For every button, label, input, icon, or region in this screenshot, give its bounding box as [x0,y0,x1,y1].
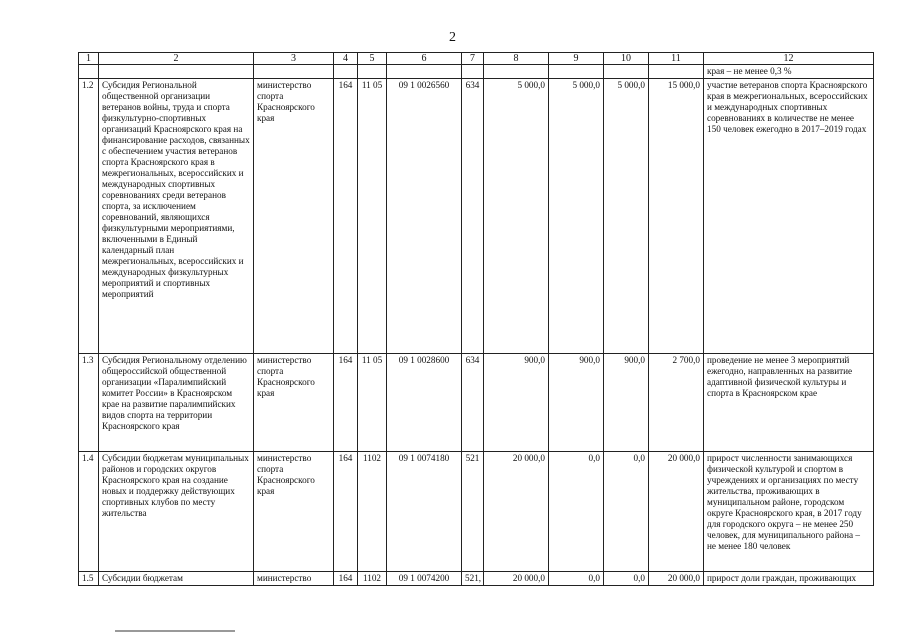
amount-total: 15 000,0 [649,79,704,354]
col-header: 4 [334,53,358,65]
measure-name: Субсидии бюджетам муниципальных районов и городских округов Красноярского края на создание новых и поддержку действующих спортивных клубов по месту жительства [99,452,254,572]
expected-result: прирост доли граждан, проживающих [704,572,874,586]
expense-type: 634 [462,79,484,354]
col-header: 7 [462,53,484,65]
amount-year-1: 20 000,0 [484,572,549,586]
col-header: 1 [79,53,99,65]
table-row [79,79,874,354]
col-header: 8 [484,53,549,65]
target-article: 09 1 0074180 [387,452,462,572]
expense-type: 521 [462,452,484,572]
section-code: 11 05 [358,79,387,354]
amount-year-1: 5 000,0 [484,79,549,354]
amount-total: 20 000,0 [649,572,704,586]
grbs-name: министерство спорта Красноярского края [254,452,334,572]
amount-year-3: 0,0 [604,452,649,572]
row-number: 1.5 [79,572,99,586]
row-number: 1.2 [79,79,99,354]
col-header: 6 [387,53,462,65]
section-code: 1102 [358,452,387,572]
grbs-code: 164 [334,572,358,586]
column-number-row [79,53,874,65]
amount-year-1: 900,0 [484,354,549,452]
amount-year-1: 20 000,0 [484,452,549,572]
expected-result: проведение не менее 3 мероприятий ежегодно, направленных на развитие адаптивной физической культуры и спорта в Красноярском крае [704,354,874,452]
amount-total: 2 700,0 [649,354,704,452]
col-header: 9 [549,53,604,65]
row-number: 1.4 [79,452,99,572]
amount-year-2: 900,0 [549,354,604,452]
amount-year-3: 0,0 [604,572,649,586]
grbs-code: 164 [334,79,358,354]
target-article: 09 1 0028600 [387,354,462,452]
col-header: 2 [99,53,254,65]
amount-year-3: 900,0 [604,354,649,452]
target-article: 09 1 0074200 [387,572,462,586]
expense-type: 521, [462,572,484,586]
section-code: 1102 [358,572,387,586]
col-header: 3 [254,53,334,65]
amount-total: 20 000,0 [649,452,704,572]
expected-result: прирост численности занимающихся физической культурой и спортом в учреждениях и организациях по месту жительства, проживающих в муниципальном районе, городском округе Красноярского края, в 2017 году для городского округа – не менее 250 человек, для муниципального района – не менее 180 человек [704,452,874,572]
amount-year-2: 0,0 [549,452,604,572]
continuation-text: края – не менее 0,3 % [704,65,874,79]
col-header: 12 [704,53,874,65]
grbs-name: министерство [254,572,334,586]
measure-name: Субсидия Региональной общественной организации ветеранов войны, труда и спорта физкультурно-спортивных организаций Красноярского края на финансирование расходов, связанных с обеспечением участия ветеранов спорта Красноярского края в межрегиональных, всероссийских и международных спортивных соревнованиях среди ветеранов спорта, за исключением соревнований, являющихся физкультурными мероприятиями, включенными в Единый календарный план межрегиональных, всероссийских и международных физкультурных мероприятий и спортивных мероприятий [99,79,254,354]
row-number: 1.3 [79,354,99,452]
table-row [79,452,874,572]
footer-rule [115,630,235,632]
measure-name: Субсидии бюджетам [99,572,254,586]
col-header: 10 [604,53,649,65]
grbs-name: министерство спорта Красноярского края [254,79,334,354]
section-code: 11 05 [358,354,387,452]
measure-name: Субсидия Региональному отделению общероссийской общественной организации «Паралимпийский комитет России» в Красноярском крае на развитие паралимпийских видов спорта на территории Красноярского края [99,354,254,452]
expected-result: участие ветеранов спорта Красноярского края в межрегиональных, всероссийских и международных спортивных соревнованиях в количестве не менее 150 человек ежегодно в 2017–2019 годах [704,79,874,354]
grbs-code: 164 [334,452,358,572]
expense-type: 634 [462,354,484,452]
continuation-row [79,65,874,79]
budget-table [78,52,874,586]
amount-year-2: 0,0 [549,572,604,586]
grbs-code: 164 [334,354,358,452]
table-row [79,572,874,586]
amount-year-3: 5 000,0 [604,79,649,354]
col-header: 11 [649,53,704,65]
col-header: 5 [358,53,387,65]
amount-year-2: 5 000,0 [549,79,604,354]
table-row [79,354,874,452]
target-article: 09 1 0026560 [387,79,462,354]
grbs-name: министерство спорта Красноярского края [254,354,334,452]
page-number: 2 [449,30,456,45]
